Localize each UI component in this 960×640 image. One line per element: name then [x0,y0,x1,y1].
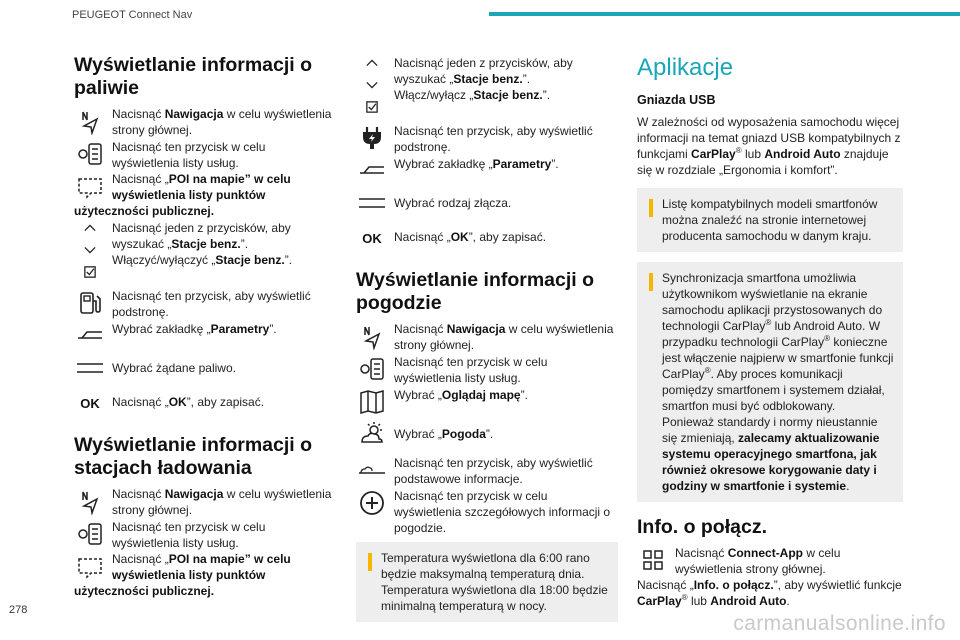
ok-button-icon: OK [362,231,382,246]
weather-step-6: Nacisnąć ten przycisk w celu wyświetlenia szczegółowych informacji o pogodzie. [356,487,618,536]
fuel-step-4: Nacisnąć jeden z przycisków, aby wyszukać „Stacje benz.”. Włączyć/wyłączyć „Stacje benz.”. [74,219,336,281]
charging-step-7: Wybrać rodzaj złącza. [356,187,618,219]
weather-note: Temperatura wyświetlona dla 6:00 rano będzie maksymalną temperaturą dnia. Temperatura wyświetlona dla 18:00 będzie minimalną temperaturą w nocy. [356,542,618,622]
column-1 [74,54,336,599]
compat-note: Listę kompatybilnych modeli smartfonów można znaleźć na stronie internetowej producenta samochodu w danym kraju. [637,188,903,252]
fuel-step-6: Wybrać zakładkę „Parametry”. [74,320,336,352]
services-icon [74,138,106,170]
charging-step-2: Nacisnąć ten przycisk w celu wyświetlenia listy usług. [74,518,336,551]
poi-map-icon [74,171,106,203]
search-toggle-icons [356,54,388,116]
page-number: 278 [9,604,28,616]
fuel-step-3: Nacisnąć „POI na mapie” w celu wyświetlenia listy punktów użyteczności publicznej. [74,172,291,218]
charging-step-5: Nacisnąć ten przycisk, aby wyświetlić podstronę. [356,122,618,155]
navigation-icon [74,485,106,517]
column-2 [356,54,618,622]
chevron-down-icon [76,241,104,259]
fuel-heading: Wyświetlanie informacji o paliwie [74,54,313,99]
running-header: PEUGEOT Connect Nav [72,9,193,21]
weather-heading: Wyświetlanie informacji o pogodzie [356,269,595,314]
services-icon [74,518,106,550]
header-accent-bar [489,12,960,16]
note-marker [649,273,653,291]
conn-step-2: Nacisnąć „Info. o połącz.”, aby wyświetlić funkcje CarPlay® lub Android Auto. [637,578,902,608]
weather-step-1: Nacisnąć Nawigacja w celu wyświetlenia strony głównej. [356,320,618,353]
fuel-step-5: Nacisnąć ten przycisk, aby wyświetlić podstronę. [74,287,336,320]
services-icon [356,353,388,385]
ev-plug-icon [356,122,388,154]
chevron-down-icon [358,76,386,94]
charging-step-3: Nacisnąć „POI na mapie” w celu wyświetlenia listy punktów użyteczności publicznej. [74,552,291,598]
note-marker [368,553,372,571]
column-3 [637,54,903,609]
watermark: carmanualsonline.info [733,612,946,635]
weather-icon [356,418,388,450]
poi-map-icon [74,551,106,583]
usb-paragraph: W zależności od wyposażenia samochodu więcej informacji na temat gniazd USB kompatybilnych z funkcjami CarPlay® lub Android Auto znajduje się w rozdziale „Ergonomia i komfort”. [637,115,901,177]
fuel-step-8: OK Nacisnąć „OK”, aby zapisać. [74,388,336,420]
search-toggle-icons [74,219,106,281]
navigation-icon [74,105,106,137]
weather-step-3: Wybrać „Oglądaj mapę”. [356,386,618,418]
apps-grid-icon [637,544,669,576]
charging-step-4: Nacisnąć jeden z przycisków, aby wyszukać „Stacje benz.”. Włącz/wyłącz „Stacje benz.”. [356,54,618,116]
checkbox-icon [358,98,386,116]
weather-step-4: Wybrać „Pogoda”. [356,418,618,450]
usb-heading: Gniazda USB [637,93,716,107]
charging-step-6: Wybrać zakładkę „Parametry”. [356,155,618,187]
navigation-icon [356,320,388,352]
info-strip-icon [356,454,388,486]
charging-heading: Wyświetlanie informacji o stacjach ładowania [74,434,313,479]
fuel-pump-icon [74,287,106,319]
ok-button-icon: OK [80,396,100,411]
sync-note: Synchronizacja smartfona umożliwia użytkownikom wyświetlanie na ekranie samochodu aplikacji przystosowanych do technologii CarPlay® lub Android Auto. W przypadku technologii CarPlay® konieczne jest włączenie najpierw w smartfonie funkcji CarPlay®. Aby proces komunikacji pomiędzy smartfonem i systemem działał, smartfon musi być odblokowany. Ponieważ standardy i normy nieustannie się zmieniają, zalecamy aktualizowanie systemu operacyjnego smartfona, jak również okresowe korygowanie daty i godziny w smartfonie i systemie. [637,262,903,502]
chevron-up-icon [76,219,104,237]
parameters-tab-icon [356,155,388,187]
conn-heading: Info. o połącz. [637,516,767,538]
map-icon [356,386,388,418]
fuel-step-7: Wybrać żądane paliwo. [74,352,336,384]
fuel-step-2: Nacisnąć ten przycisk w celu wyświetlenia listy usług. [74,138,336,171]
conn-step-1: Nacisnąć Connect-App w celu wyświetlenia strony głównej. [637,544,903,577]
list-item-icon [74,352,106,384]
weather-step-2: Nacisnąć ten przycisk w celu wyświetlenia listy usług. [356,353,618,386]
charging-step-1: Nacisnąć Nawigacja w celu wyświetlenia strony głównej. [74,485,336,518]
apps-heading: Aplikacje [637,54,734,81]
weather-step-5: Nacisnąć ten przycisk, aby wyświetlić podstawowe informacje. [356,454,618,487]
fuel-step-1: Nacisnąć Nawigacja w celu wyświetlenia strony głównej. [74,105,336,138]
list-item-icon [356,187,388,219]
parameters-tab-icon [74,320,106,352]
plus-circle-icon [356,487,388,519]
checkbox-icon [76,263,104,281]
charging-step-8: OK Nacisnąć „OK”, aby zapisać. [356,223,618,255]
note-marker [649,199,653,217]
chevron-up-icon [358,54,386,72]
